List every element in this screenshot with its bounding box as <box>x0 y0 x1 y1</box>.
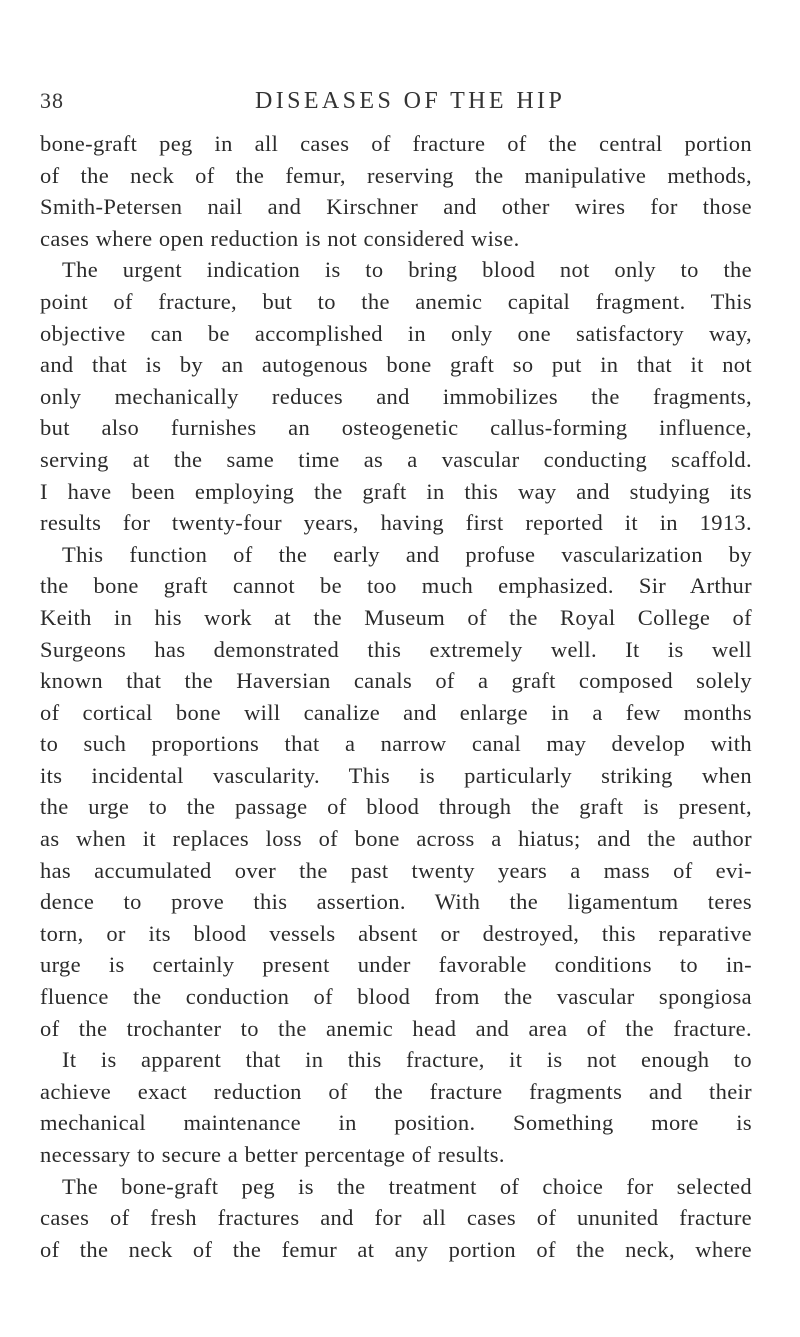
text-line: only mechanically reduces and immobilizes the fragments, <box>40 383 752 409</box>
text-line: achieve exact reduction of the fracture fragments and their <box>40 1078 752 1104</box>
text-line: the urge to the passage of blood through the graft is present, <box>40 794 752 820</box>
text-line: and that is by an autogenous bone graft so put in that it not <box>40 352 752 378</box>
text-line: point of fracture, but to the anemic capital fragment. This <box>40 288 752 314</box>
text-line: dence to prove this assertion. With the ligamentum teres <box>40 889 752 915</box>
text-line: mechanical maintenance in position. Something more is <box>40 1110 752 1136</box>
text-line: results for twenty-four years, having first reported it in 1913. <box>40 510 752 536</box>
text-line: but also furnishes an osteogenetic callus-forming influence, <box>40 415 752 441</box>
text-line: the bone graft cannot be too much emphasized. Sir Arthur <box>40 573 752 599</box>
paragraph-first-line: The bone-graft peg is the treatment of choice for selected <box>62 1173 752 1199</box>
text-line: known that the Haversian canals of a graft composed solely <box>40 668 752 694</box>
text-line: fluence the conduction of blood from the vascular spongiosa <box>40 984 752 1010</box>
running-title: DISEASES OF THE HIP <box>255 88 566 114</box>
text-line: bone-graft peg in all cases of fracture of the central portion <box>40 131 752 156</box>
paragraph-first-line: It is apparent that in this fracture, it is not enough to <box>62 1047 752 1073</box>
text-line: has accumulated over the past twenty years a mass of evi- <box>40 857 752 883</box>
text-line: of the neck of the femur, reserving the manipulative methods, <box>40 162 752 188</box>
text-line: Surgeons has demonstrated this extremely well. It is well <box>40 636 752 662</box>
text-line: urge is certainly present under favorable conditions to in- <box>40 952 752 978</box>
running-head <box>40 88 760 122</box>
text-line: as when it replaces loss of bone across a hiatus; and the author <box>40 826 752 852</box>
paragraph-first-line: The urgent indication is to bring blood not only to the <box>62 257 752 283</box>
text-line: to such proportions that a narrow canal may develop with <box>40 731 752 757</box>
paragraph-first-line: This function of the early and profuse vascularization by <box>62 541 752 567</box>
text-line: I have been employing the graft in this way and studying its <box>40 478 752 504</box>
body-text <box>40 128 752 1265</box>
text-line: cases of fresh fractures and for all cases of ununited fracture <box>40 1205 752 1231</box>
text-line: objective can be accomplished in only one satisfactory way, <box>40 320 752 346</box>
text-line: Smith-Petersen nail and Kirschner and other wires for those <box>40 194 752 220</box>
text-line: Keith in his work at the Museum of the Royal College of <box>40 604 752 630</box>
text-line: its incidental vascularity. This is particularly striking when <box>40 762 752 788</box>
text-line: of the neck of the femur at any portion of the neck, where <box>40 1236 752 1262</box>
text-line: of cortical bone will canalize and enlarge in a few months <box>40 699 752 725</box>
text-line: serving at the same time as a vascular conducting scaffold. <box>40 446 752 472</box>
text-line: cases where open reduction is not considered wise. <box>40 225 520 251</box>
text-line: necessary to secure a better percentage of results. <box>40 1142 505 1167</box>
text-line: of the trochanter to the anemic head and area of the fracture. <box>40 1015 752 1041</box>
page-number: 38 <box>40 88 64 113</box>
text-line: torn, or its blood vessels absent or destroyed, this reparative <box>40 920 752 946</box>
